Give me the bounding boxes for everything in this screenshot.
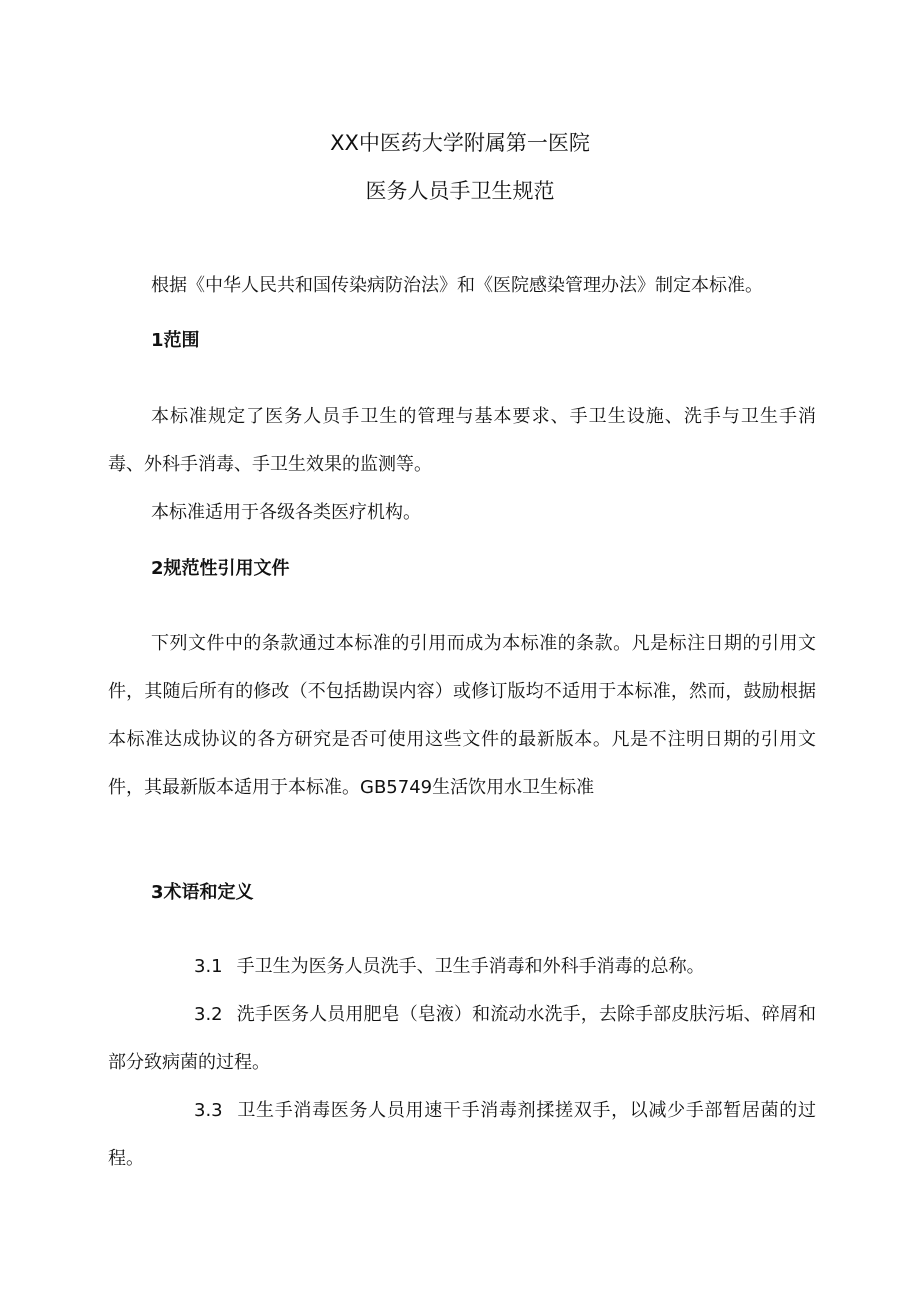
section-2-paragraph-1: 下列文件中的条款通过本标准的引用而成为本标准的条款。凡是标注日期的引用文件，其随后所有的修改（不包括勘误内容）或修订版均不适用于本标准，然而，鼓励根据本标准达成协议的各方研究是否可使用这些文件的最新版本。凡是不注明日期的引用文件，其最新版本适用于本标准。GB5749生活饮用水卫生标准: [108, 633, 816, 798]
definition-item: [108, 991, 816, 1087]
definition-text: 洗手医务人员用肥皂（皂液）和流动水洗手，去除手部皮肤污垢、碎屑和部分致病菌的过程。: [108, 1004, 816, 1073]
definition-number: 3.2: [194, 1004, 223, 1025]
definition-item: [108, 1087, 816, 1183]
definition-number: 3.1: [194, 956, 223, 977]
intro-paragraph: 根据《中华人民共和国传染病防治法》和《医院感染管理办法》制定本标准。: [151, 275, 763, 296]
definition-text: 手卫生为医务人员洗手、卫生手消毒和外科手消毒的总称。: [236, 956, 705, 977]
document-title: 医务人员手卫生规范: [365, 179, 555, 203]
section-1-paragraph-2: 本标准适用于各级各类医疗机构。: [151, 502, 421, 523]
section-1-paragraph-1: 本标准规定了医务人员手卫生的管理与基本要求、手卫生设施、洗手与卫生手消毒、外科手消毒、手卫生效果的监测等。: [108, 406, 816, 475]
document-title-institution: XX中医药大学附属第一医院: [330, 131, 590, 155]
definition-item: [108, 943, 816, 991]
definition-text: 卫生手消毒医务人员用速干手消毒剂揉搓双手，以减少手部暂居菌的过程。: [108, 1100, 816, 1169]
section-3-heading: 3术语和定义: [151, 882, 254, 903]
definition-number: 3.3: [194, 1100, 223, 1121]
section-2-heading: 2规范性引用文件: [151, 558, 290, 579]
section-1-heading: 1范围: [151, 330, 200, 351]
